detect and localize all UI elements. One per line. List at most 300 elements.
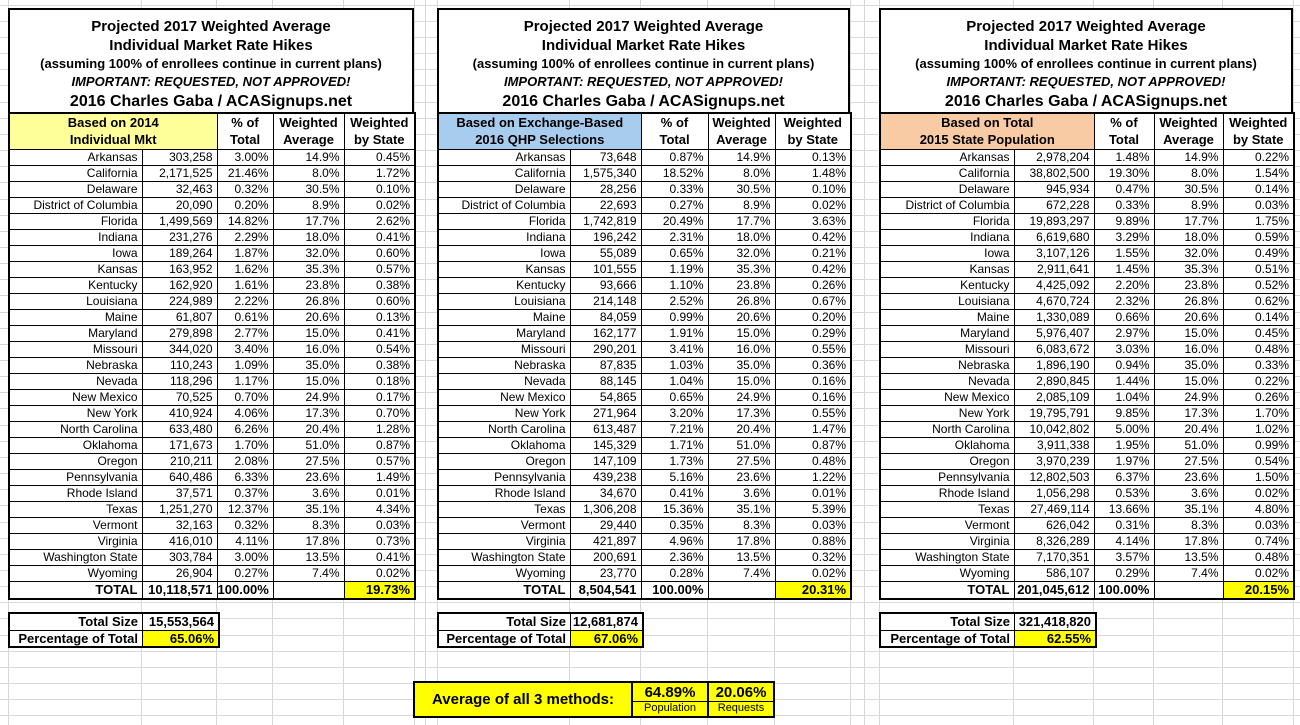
state-name-cell[interactable]: Rhode Island: [880, 485, 1014, 501]
weighted-average-cell[interactable]: 8.3%: [708, 517, 775, 533]
weighted-by-state-cell[interactable]: 0.02%: [344, 197, 415, 213]
pct-of-total-value-cell[interactable]: 65.06%: [143, 631, 218, 646]
state-name-cell[interactable]: Maine: [9, 309, 142, 325]
pct-of-total-cell[interactable]: 0.27%: [641, 197, 708, 213]
weighted-average-cell[interactable]: 35.3%: [273, 261, 344, 277]
weighted-average-cell[interactable]: 23.6%: [1154, 469, 1223, 485]
enrollment-cell[interactable]: 110,243: [142, 357, 217, 373]
state-name-cell[interactable]: Missouri: [438, 341, 570, 357]
weighted-by-state-cell[interactable]: 0.87%: [344, 437, 415, 453]
pct-of-total-cell[interactable]: 0.29%: [1094, 565, 1154, 581]
weighted-by-state-cell[interactable]: 3.63%: [775, 213, 851, 229]
weighted-average-cell[interactable]: 27.5%: [273, 453, 344, 469]
enrollment-cell[interactable]: 93,666: [570, 277, 641, 293]
weighted-average-cell[interactable]: 30.5%: [708, 181, 775, 197]
state-name-cell[interactable]: Rhode Island: [9, 485, 142, 501]
pct-of-total-cell[interactable]: 3.00%: [217, 149, 273, 165]
pct-of-total-cell[interactable]: 0.33%: [1094, 197, 1154, 213]
weighted-by-state-cell[interactable]: 0.52%: [1223, 277, 1294, 293]
enrollment-cell[interactable]: 2,171,525: [142, 165, 217, 181]
weighted-average-cell[interactable]: 15.0%: [273, 373, 344, 389]
weighted-by-state-cell[interactable]: 0.74%: [1223, 533, 1294, 549]
weighted-average-cell[interactable]: 23.8%: [273, 277, 344, 293]
enrollment-cell[interactable]: 1,056,298: [1014, 485, 1094, 501]
state-name-cell[interactable]: Arkansas: [438, 149, 570, 165]
weighted-average-cell[interactable]: 15.0%: [708, 325, 775, 341]
weighted-by-state-cell[interactable]: 0.41%: [344, 549, 415, 565]
enrollment-cell[interactable]: 28,256: [570, 181, 641, 197]
pct-of-total-cell[interactable]: 1.71%: [641, 437, 708, 453]
weighted-average-cell[interactable]: 20.4%: [1154, 421, 1223, 437]
enrollment-cell[interactable]: 303,784: [142, 549, 217, 565]
pct-of-total-cell[interactable]: 1.09%: [217, 357, 273, 373]
weighted-average-cell[interactable]: 14.9%: [1154, 149, 1223, 165]
weighted-by-state-cell[interactable]: 0.22%: [1223, 149, 1294, 165]
state-name-cell[interactable]: District of Columbia: [9, 197, 142, 213]
enrollment-cell[interactable]: 214,148: [570, 293, 641, 309]
pct-of-total-cell[interactable]: 1.87%: [217, 245, 273, 261]
pct-of-total-cell[interactable]: 0.37%: [217, 485, 273, 501]
weighted-average-cell[interactable]: 35.0%: [708, 357, 775, 373]
state-name-cell[interactable]: Florida: [438, 213, 570, 229]
state-name-cell[interactable]: Wyoming: [438, 565, 570, 581]
average-requests-value[interactable]: 20.06%: [709, 683, 773, 702]
weighted-by-state-cell[interactable]: 0.14%: [1223, 309, 1294, 325]
pct-of-total-cell[interactable]: 0.41%: [641, 485, 708, 501]
weighted-by-state-cell[interactable]: 1.49%: [344, 469, 415, 485]
weighted-by-state-cell[interactable]: 0.36%: [775, 357, 851, 373]
enrollment-cell[interactable]: 1,306,208: [570, 501, 641, 517]
weighted-average-cell[interactable]: 17.7%: [708, 213, 775, 229]
enrollment-cell[interactable]: 5,976,407: [1014, 325, 1094, 341]
pct-of-total-cell[interactable]: 4.14%: [1094, 533, 1154, 549]
column-header-weighted-average[interactable]: Weighted Average: [273, 113, 344, 149]
weighted-average-cell[interactable]: 15.0%: [273, 325, 344, 341]
weighted-by-state-cell[interactable]: 0.59%: [1223, 229, 1294, 245]
pct-of-total-cell[interactable]: 21.46%: [217, 165, 273, 181]
weighted-by-state-cell[interactable]: 0.73%: [344, 533, 415, 549]
enrollment-cell[interactable]: 1,330,089: [1014, 309, 1094, 325]
state-name-cell[interactable]: North Carolina: [880, 421, 1014, 437]
pct-of-total-cell[interactable]: 0.70%: [217, 389, 273, 405]
enrollment-cell[interactable]: 12,802,503: [1014, 469, 1094, 485]
enrollment-cell[interactable]: 945,934: [1014, 181, 1094, 197]
pct-of-total-cell[interactable]: 1.73%: [641, 453, 708, 469]
weighted-by-state-cell[interactable]: 0.02%: [344, 565, 415, 581]
weighted-by-state-cell[interactable]: 0.99%: [1223, 437, 1294, 453]
weighted-average-cell[interactable]: 27.5%: [1154, 453, 1223, 469]
state-name-cell[interactable]: California: [9, 165, 142, 181]
weighted-by-state-cell[interactable]: 0.13%: [344, 309, 415, 325]
state-name-cell[interactable]: Virginia: [9, 533, 142, 549]
state-name-cell[interactable]: Delaware: [880, 181, 1014, 197]
pct-of-total-cell[interactable]: 0.33%: [641, 181, 708, 197]
weighted-by-state-cell[interactable]: 0.45%: [1223, 325, 1294, 341]
weighted-average-cell[interactable]: 24.9%: [273, 389, 344, 405]
pct-of-total-cell[interactable]: 0.35%: [641, 517, 708, 533]
weighted-average-cell[interactable]: 17.3%: [1154, 405, 1223, 421]
column-header-weighted-average[interactable]: Weighted Average: [708, 113, 775, 149]
weighted-average-cell[interactable]: 35.3%: [1154, 261, 1223, 277]
pct-of-total-cell[interactable]: 1.44%: [1094, 373, 1154, 389]
state-name-cell[interactable]: Nevada: [9, 373, 142, 389]
state-name-cell[interactable]: Delaware: [9, 181, 142, 197]
weighted-average-cell[interactable]: 20.6%: [708, 309, 775, 325]
pct-of-total-cell[interactable]: 7.21%: [641, 421, 708, 437]
enrollment-cell[interactable]: 147,109: [570, 453, 641, 469]
pct-of-total-cell[interactable]: 0.32%: [217, 181, 273, 197]
weighted-average-cell[interactable]: 18.0%: [708, 229, 775, 245]
state-name-cell[interactable]: Washington State: [9, 549, 142, 565]
weighted-by-state-cell[interactable]: 1.22%: [775, 469, 851, 485]
enrollment-cell[interactable]: 8,326,289: [1014, 533, 1094, 549]
pct-of-total-cell[interactable]: 4.11%: [217, 533, 273, 549]
weighted-by-state-cell[interactable]: 0.26%: [1223, 389, 1294, 405]
pct-of-total-cell[interactable]: 1.95%: [1094, 437, 1154, 453]
weighted-by-state-cell[interactable]: 0.10%: [775, 181, 851, 197]
pct-of-total-cell[interactable]: 6.26%: [217, 421, 273, 437]
weighted-average-cell[interactable]: 16.0%: [708, 341, 775, 357]
state-name-cell[interactable]: Pennsylvania: [9, 469, 142, 485]
pct-of-total-value-cell[interactable]: 67.06%: [571, 631, 642, 646]
state-name-cell[interactable]: Kentucky: [9, 277, 142, 293]
weighted-by-state-cell[interactable]: 0.48%: [775, 453, 851, 469]
state-name-cell[interactable]: Texas: [438, 501, 570, 517]
weighted-average-cell[interactable]: 23.6%: [273, 469, 344, 485]
state-name-cell[interactable]: Missouri: [880, 341, 1014, 357]
weighted-average-cell[interactable]: 7.4%: [708, 565, 775, 581]
pct-of-total-value-cell[interactable]: 62.55%: [1015, 631, 1095, 646]
enrollment-cell[interactable]: 1,251,270: [142, 501, 217, 517]
weighted-by-state-cell[interactable]: 0.48%: [1223, 549, 1294, 565]
enrollment-cell[interactable]: 26,904: [142, 565, 217, 581]
state-name-cell[interactable]: Maryland: [9, 325, 142, 341]
total-pct-cell[interactable]: 100.00%: [1094, 581, 1154, 599]
pct-of-total-cell[interactable]: 2.77%: [217, 325, 273, 341]
weighted-average-cell[interactable]: 35.3%: [708, 261, 775, 277]
enrollment-cell[interactable]: 10,042,802: [1014, 421, 1094, 437]
enrollment-cell[interactable]: 224,989: [142, 293, 217, 309]
pct-of-total-cell[interactable]: 2.32%: [1094, 293, 1154, 309]
state-name-cell[interactable]: Maine: [438, 309, 570, 325]
enrollment-cell[interactable]: 34,670: [570, 485, 641, 501]
state-name-cell[interactable]: Oklahoma: [880, 437, 1014, 453]
enrollment-cell[interactable]: 163,952: [142, 261, 217, 277]
weighted-by-state-cell[interactable]: 0.14%: [1223, 181, 1294, 197]
pct-of-total-cell[interactable]: 1.91%: [641, 325, 708, 341]
pct-of-total-cell[interactable]: 0.65%: [641, 245, 708, 261]
pct-of-total-cell[interactable]: 0.87%: [641, 149, 708, 165]
weighted-average-cell[interactable]: 32.0%: [708, 245, 775, 261]
state-name-cell[interactable]: Oklahoma: [9, 437, 142, 453]
pct-of-total-cell[interactable]: 2.97%: [1094, 325, 1154, 341]
weighted-average-cell[interactable]: 3.6%: [1154, 485, 1223, 501]
weighted-by-state-cell[interactable]: 0.29%: [775, 325, 851, 341]
weighted-average-cell[interactable]: 23.8%: [708, 277, 775, 293]
state-name-cell[interactable]: Rhode Island: [438, 485, 570, 501]
enrollment-cell[interactable]: 626,042: [1014, 517, 1094, 533]
pct-of-total-cell[interactable]: 4.96%: [641, 533, 708, 549]
pct-of-total-cell[interactable]: 2.29%: [217, 229, 273, 245]
enrollment-cell[interactable]: 101,555: [570, 261, 641, 277]
state-name-cell[interactable]: Kansas: [438, 261, 570, 277]
average-label-cell[interactable]: Average of all 3 methods:: [415, 683, 633, 716]
total-value-cell[interactable]: 10,118,571: [142, 581, 217, 599]
weighted-average-cell[interactable]: 17.3%: [708, 405, 775, 421]
total-empty-cell[interactable]: [273, 581, 344, 599]
weighted-average-cell[interactable]: 8.3%: [1154, 517, 1223, 533]
weighted-by-state-cell[interactable]: 0.42%: [775, 261, 851, 277]
enrollment-cell[interactable]: 6,083,672: [1014, 341, 1094, 357]
column-header-weighted-by-state[interactable]: Weighted by State: [344, 113, 415, 149]
enrollment-cell[interactable]: 88,145: [570, 373, 641, 389]
pct-of-total-cell[interactable]: 1.97%: [1094, 453, 1154, 469]
pct-of-total-cell[interactable]: 1.10%: [641, 277, 708, 293]
weighted-average-cell[interactable]: 27.5%: [708, 453, 775, 469]
weighted-by-state-cell[interactable]: 0.70%: [344, 405, 415, 421]
enrollment-cell[interactable]: 2,911,641: [1014, 261, 1094, 277]
pct-of-total-cell[interactable]: 2.52%: [641, 293, 708, 309]
enrollment-cell[interactable]: 1,499,569: [142, 213, 217, 229]
weighted-by-state-cell[interactable]: 0.60%: [344, 245, 415, 261]
enrollment-cell[interactable]: 210,211: [142, 453, 217, 469]
weighted-by-state-cell[interactable]: 0.62%: [1223, 293, 1294, 309]
enrollment-cell[interactable]: 6,619,680: [1014, 229, 1094, 245]
state-name-cell[interactable]: New York: [9, 405, 142, 421]
state-name-cell[interactable]: New Mexico: [9, 389, 142, 405]
state-name-cell[interactable]: Washington State: [438, 549, 570, 565]
state-name-cell[interactable]: New Mexico: [880, 389, 1014, 405]
weighted-by-state-cell[interactable]: 0.21%: [775, 245, 851, 261]
enrollment-cell[interactable]: 73,648: [570, 149, 641, 165]
pct-of-total-cell[interactable]: 3.57%: [1094, 549, 1154, 565]
weighted-average-cell[interactable]: 8.9%: [1154, 197, 1223, 213]
weighted-by-state-cell[interactable]: 0.42%: [775, 229, 851, 245]
state-name-cell[interactable]: Kentucky: [438, 277, 570, 293]
enrollment-cell[interactable]: 3,970,239: [1014, 453, 1094, 469]
state-name-cell[interactable]: Maryland: [438, 325, 570, 341]
weighted-average-cell[interactable]: 17.7%: [1154, 213, 1223, 229]
pct-of-total-cell[interactable]: 2.08%: [217, 453, 273, 469]
weighted-by-state-cell[interactable]: 0.13%: [775, 149, 851, 165]
pct-of-total-cell[interactable]: 0.47%: [1094, 181, 1154, 197]
total-size-label-cell[interactable]: Total Size: [10, 614, 143, 630]
weighted-by-state-cell[interactable]: 1.47%: [775, 421, 851, 437]
enrollment-cell[interactable]: 1,896,190: [1014, 357, 1094, 373]
pct-of-total-cell[interactable]: 3.29%: [1094, 229, 1154, 245]
weighted-by-state-cell[interactable]: 4.80%: [1223, 501, 1294, 517]
weighted-by-state-cell[interactable]: 0.57%: [344, 453, 415, 469]
weighted-average-cell[interactable]: 7.4%: [1154, 565, 1223, 581]
enrollment-cell[interactable]: 3,911,338: [1014, 437, 1094, 453]
pct-of-total-cell[interactable]: 4.06%: [217, 405, 273, 421]
state-name-cell[interactable]: Texas: [9, 501, 142, 517]
enrollment-cell[interactable]: 410,924: [142, 405, 217, 421]
weighted-average-cell[interactable]: 51.0%: [708, 437, 775, 453]
enrollment-cell[interactable]: 1,575,340: [570, 165, 641, 181]
total-size-label-cell[interactable]: Total Size: [881, 614, 1015, 630]
enrollment-cell[interactable]: 118,296: [142, 373, 217, 389]
weighted-by-state-cell[interactable]: 1.50%: [1223, 469, 1294, 485]
enrollment-cell[interactable]: 55,089: [570, 245, 641, 261]
weighted-average-cell[interactable]: 20.6%: [1154, 309, 1223, 325]
pct-of-total-cell[interactable]: 1.04%: [641, 373, 708, 389]
weighted-by-state-cell[interactable]: 0.03%: [1223, 197, 1294, 213]
weighted-average-cell[interactable]: 15.0%: [1154, 373, 1223, 389]
weighted-average-cell[interactable]: 26.8%: [1154, 293, 1223, 309]
weighted-by-state-cell[interactable]: 2.62%: [344, 213, 415, 229]
state-name-cell[interactable]: Delaware: [438, 181, 570, 197]
weighted-by-state-cell[interactable]: 4.34%: [344, 501, 415, 517]
state-name-cell[interactable]: Kentucky: [880, 277, 1014, 293]
weighted-average-cell[interactable]: 35.1%: [708, 501, 775, 517]
pct-of-total-cell[interactable]: 1.17%: [217, 373, 273, 389]
enrollment-cell[interactable]: 303,258: [142, 149, 217, 165]
enrollment-cell[interactable]: 27,469,114: [1014, 501, 1094, 517]
weighted-average-cell[interactable]: 14.9%: [273, 149, 344, 165]
state-name-cell[interactable]: Nebraska: [438, 357, 570, 373]
state-name-cell[interactable]: New York: [438, 405, 570, 421]
state-name-cell[interactable]: New York: [880, 405, 1014, 421]
column-header-pct-of-total[interactable]: % of Total: [641, 113, 708, 149]
weighted-by-state-cell[interactable]: 0.17%: [344, 389, 415, 405]
weighted-by-state-cell[interactable]: 0.55%: [775, 341, 851, 357]
state-name-cell[interactable]: District of Columbia: [880, 197, 1014, 213]
weighted-by-state-cell[interactable]: 1.75%: [1223, 213, 1294, 229]
enrollment-cell[interactable]: 344,020: [142, 341, 217, 357]
pct-of-total-cell[interactable]: 1.61%: [217, 277, 273, 293]
weighted-average-cell[interactable]: 8.3%: [273, 517, 344, 533]
weighted-average-cell[interactable]: 16.0%: [273, 341, 344, 357]
pct-of-total-cell[interactable]: 0.53%: [1094, 485, 1154, 501]
state-name-cell[interactable]: Nevada: [438, 373, 570, 389]
pct-of-total-cell[interactable]: 0.99%: [641, 309, 708, 325]
pct-of-total-cell[interactable]: 2.36%: [641, 549, 708, 565]
pct-of-total-cell[interactable]: 13.66%: [1094, 501, 1154, 517]
enrollment-cell[interactable]: 231,276: [142, 229, 217, 245]
state-name-cell[interactable]: Oregon: [9, 453, 142, 469]
pct-of-total-cell[interactable]: 0.66%: [1094, 309, 1154, 325]
average-requests-caption[interactable]: Requests: [717, 702, 765, 714]
state-name-cell[interactable]: Iowa: [880, 245, 1014, 261]
enrollment-cell[interactable]: 640,486: [142, 469, 217, 485]
weighted-average-cell[interactable]: 51.0%: [273, 437, 344, 453]
weighted-average-cell[interactable]: 3.6%: [708, 485, 775, 501]
enrollment-cell[interactable]: 87,835: [570, 357, 641, 373]
enrollment-cell[interactable]: 145,329: [570, 437, 641, 453]
pct-of-total-cell[interactable]: 2.31%: [641, 229, 708, 245]
weighted-by-state-cell[interactable]: 0.16%: [775, 389, 851, 405]
weighted-by-state-cell[interactable]: 0.54%: [344, 341, 415, 357]
total-label-cell[interactable]: TOTAL: [9, 581, 142, 599]
pct-of-total-cell[interactable]: 1.19%: [641, 261, 708, 277]
pct-of-total-cell[interactable]: 3.03%: [1094, 341, 1154, 357]
weighted-by-state-cell[interactable]: 0.03%: [1223, 517, 1294, 533]
weighted-average-cell[interactable]: 13.5%: [1154, 549, 1223, 565]
state-name-cell[interactable]: Louisiana: [9, 293, 142, 309]
weighted-average-cell[interactable]: 18.0%: [1154, 229, 1223, 245]
enrollment-cell[interactable]: 416,010: [142, 533, 217, 549]
weighted-average-cell[interactable]: 20.4%: [273, 421, 344, 437]
weighted-average-cell[interactable]: 17.8%: [708, 533, 775, 549]
average-population-caption[interactable]: Population: [644, 702, 696, 714]
enrollment-cell[interactable]: 20,090: [142, 197, 217, 213]
weighted-by-state-cell[interactable]: 0.67%: [775, 293, 851, 309]
state-name-cell[interactable]: New Mexico: [438, 389, 570, 405]
pct-of-total-cell[interactable]: 5.00%: [1094, 421, 1154, 437]
weighted-by-state-cell[interactable]: 0.26%: [775, 277, 851, 293]
weighted-average-cell[interactable]: 17.3%: [273, 405, 344, 421]
enrollment-cell[interactable]: 54,865: [570, 389, 641, 405]
pct-of-total-label-cell[interactable]: Percentage of Total: [439, 631, 571, 646]
pct-of-total-cell[interactable]: 12.37%: [217, 501, 273, 517]
total-pct-cell[interactable]: 100.00%: [217, 581, 273, 599]
weighted-average-cell[interactable]: 17.7%: [273, 213, 344, 229]
weighted-average-cell[interactable]: 20.6%: [273, 309, 344, 325]
enrollment-cell[interactable]: 613,487: [570, 421, 641, 437]
weighted-by-state-cell[interactable]: 0.18%: [344, 373, 415, 389]
state-name-cell[interactable]: Nevada: [880, 373, 1014, 389]
column-header-weighted-by-state[interactable]: Weighted by State: [775, 113, 851, 149]
weighted-by-state-cell[interactable]: 0.51%: [1223, 261, 1294, 277]
enrollment-cell[interactable]: 32,163: [142, 517, 217, 533]
total-pct-cell[interactable]: 100.00%: [641, 581, 708, 599]
weighted-average-cell[interactable]: 15.0%: [708, 373, 775, 389]
weighted-average-cell[interactable]: 8.0%: [273, 165, 344, 181]
pct-of-total-cell[interactable]: 1.03%: [641, 357, 708, 373]
weighted-by-state-cell[interactable]: 0.41%: [344, 229, 415, 245]
weighted-by-state-cell[interactable]: 0.02%: [1223, 565, 1294, 581]
column-header-pct-of-total[interactable]: % of Total: [1094, 113, 1154, 149]
weighted-average-cell[interactable]: 17.8%: [1154, 533, 1223, 549]
pct-of-total-cell[interactable]: 1.04%: [1094, 389, 1154, 405]
total-size-value-cell[interactable]: 321,418,820: [1018, 614, 1091, 629]
weighted-average-cell[interactable]: 32.0%: [1154, 245, 1223, 261]
pct-of-total-cell[interactable]: 1.45%: [1094, 261, 1154, 277]
column-header-pct-of-total[interactable]: % of Total: [217, 113, 273, 149]
enrollment-cell[interactable]: 19,893,297: [1014, 213, 1094, 229]
weighted-by-state-cell[interactable]: 0.01%: [344, 485, 415, 501]
pct-of-total-cell[interactable]: 0.65%: [641, 389, 708, 405]
pct-of-total-cell[interactable]: 19.30%: [1094, 165, 1154, 181]
weighted-by-state-cell[interactable]: 1.28%: [344, 421, 415, 437]
pct-of-total-cell[interactable]: 1.48%: [1094, 149, 1154, 165]
state-name-cell[interactable]: Arkansas: [9, 149, 142, 165]
pct-of-total-cell[interactable]: 6.37%: [1094, 469, 1154, 485]
state-name-cell[interactable]: Florida: [9, 213, 142, 229]
weighted-average-cell[interactable]: 32.0%: [273, 245, 344, 261]
state-name-cell[interactable]: California: [438, 165, 570, 181]
weighted-by-state-cell[interactable]: 0.41%: [344, 325, 415, 341]
state-name-cell[interactable]: Vermont: [9, 517, 142, 533]
pct-of-total-cell[interactable]: 3.40%: [217, 341, 273, 357]
weighted-by-state-cell[interactable]: 1.54%: [1223, 165, 1294, 181]
enrollment-cell[interactable]: 32,463: [142, 181, 217, 197]
pct-of-total-cell[interactable]: 0.94%: [1094, 357, 1154, 373]
state-name-cell[interactable]: Vermont: [880, 517, 1014, 533]
state-name-cell[interactable]: Maryland: [880, 325, 1014, 341]
weighted-by-state-cell[interactable]: 0.02%: [1223, 485, 1294, 501]
weighted-average-cell[interactable]: 30.5%: [1154, 181, 1223, 197]
weighted-by-state-cell[interactable]: 0.20%: [775, 309, 851, 325]
enrollment-cell[interactable]: 633,480: [142, 421, 217, 437]
total-empty-cell[interactable]: [1154, 581, 1223, 599]
enrollment-cell[interactable]: 2,085,109: [1014, 389, 1094, 405]
total-size-value-cell[interactable]: 15,553,564: [148, 614, 214, 629]
pct-of-total-cell[interactable]: 0.27%: [217, 565, 273, 581]
weighted-average-cell[interactable]: 16.0%: [1154, 341, 1223, 357]
weighted-by-state-cell[interactable]: 0.38%: [344, 357, 415, 373]
